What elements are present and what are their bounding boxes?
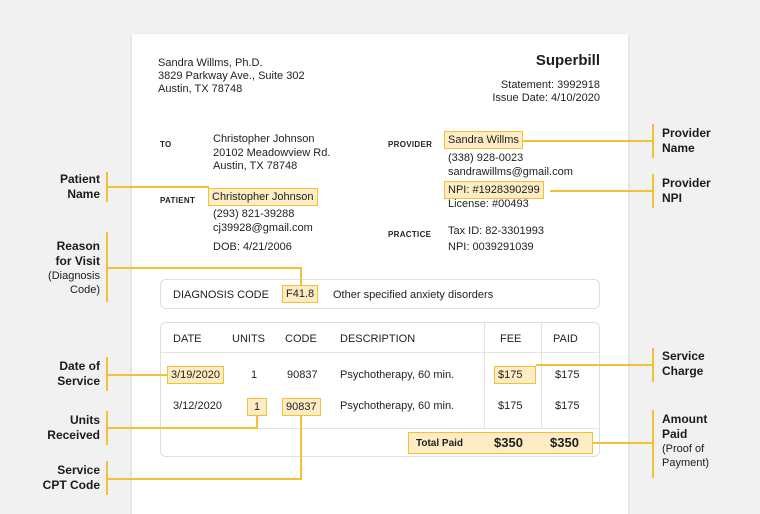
row1-units: 1 [251,369,258,381]
connector-amount-paid [593,442,653,444]
patient-phone: (293) 821-39288 [213,208,295,220]
diagnosis-description: Other specified anxiety disorders [333,289,494,301]
callout-service-charge: Service Charge [662,349,705,378]
statement-number: Statement: 3992918 [500,79,600,91]
paid-column-divider [541,323,542,428]
connector-units [106,427,258,429]
total-paid-label: Total Paid [416,438,464,449]
provider-label: PROVIDER [388,140,433,149]
fee-column-divider [484,323,485,428]
col-code: CODE [285,333,317,345]
row2-paid: $175 [555,400,580,412]
callout-amount-paid: Amount Paid (Proof of Payment) [662,412,710,469]
callout-patient-name: Patient Name [59,172,100,201]
practice-npi: NPI: 0039291039 [448,241,534,253]
total-fee: $350 [494,435,523,450]
callout-units-received: Units Received [47,413,100,442]
total-paid: $350 [550,435,579,450]
connector-units-rise [256,415,258,429]
connector-provider-npi [550,190,653,192]
callout-service-cpt-code: Service CPT Code [42,463,100,492]
provider-header-address2: Austin, TX 78748 [158,83,243,95]
connector-cpt-rise [300,415,302,480]
col-description: DESCRIPTION [340,333,416,345]
row2-date: 3/12/2020 [173,400,222,412]
table-header-rule [161,352,599,353]
provider-header-address1: 3829 Parkway Ave., Suite 302 [158,70,305,82]
to-address1: 20102 Meadowview Rd. [213,147,331,159]
row2-code-highlight: 90837 [282,398,321,416]
row1-date-highlight: 3/19/2020 [167,366,224,384]
patient-label: PATIENT [160,196,196,205]
provider-npi-highlight: NPI: #1928390299 [444,181,544,199]
row2-fee: $175 [498,400,523,412]
practice-label: PRACTICE [388,230,432,239]
connector-patient-name [106,186,209,188]
connector-cpt [106,478,302,480]
to-address2: Austin, TX 78748 [213,160,298,172]
col-fee: FEE [500,333,522,345]
callout-provider-npi: Provider NPI [662,176,711,205]
col-units: UNITS [232,333,265,345]
provider-license: License: #00493 [448,198,529,210]
callout-provider-name: Provider Name [662,126,711,155]
callout-reason-for-visit: Reason for Visit (Diagnosis Code) [48,239,100,296]
row1-paid: $175 [555,369,580,381]
connector-service-charge [536,364,653,366]
row1-description: Psychotherapy, 60 min. [340,369,455,381]
row1-code: 90837 [287,369,318,381]
provider-phone: (338) 928-0023 [448,152,524,164]
provider-email: sandrawillms@gmail.com [448,166,573,178]
row1-fee-highlight: $175 [494,366,536,384]
connector-reason [106,267,302,269]
row2-description: Psychotherapy, 60 min. [340,400,455,412]
patient-email: cj39928@gmail.com [213,222,313,234]
practice-tax-id: Tax ID: 82-3301993 [448,225,545,237]
connector-reason-drop [300,267,302,286]
diagnosis-code-highlight: F41.8 [282,285,318,303]
callout-date-of-service: Date of Service [57,359,100,388]
connector-provider-name [523,140,653,142]
provider-name-highlight: Sandra Willms [444,131,523,149]
col-date: DATE [173,333,202,345]
document-title: Superbill [535,52,600,69]
col-paid: PAID [553,333,578,345]
to-label: TO [160,140,172,149]
patient-name-highlight: Christopher Johnson [208,188,318,206]
bracket-amount-paid [652,410,654,478]
connector-date-of-service [106,374,168,376]
diagnosis-label: DIAGNOSIS CODE [173,289,269,301]
patient-dob: DOB: 4/21/2006 [213,241,292,253]
row2-units-highlight: 1 [247,398,267,416]
issue-date: Issue Date: 4/10/2020 [492,92,600,104]
provider-header-name: Sandra Willms, Ph.D. [158,57,263,69]
to-name: Christopher Johnson [213,133,315,145]
